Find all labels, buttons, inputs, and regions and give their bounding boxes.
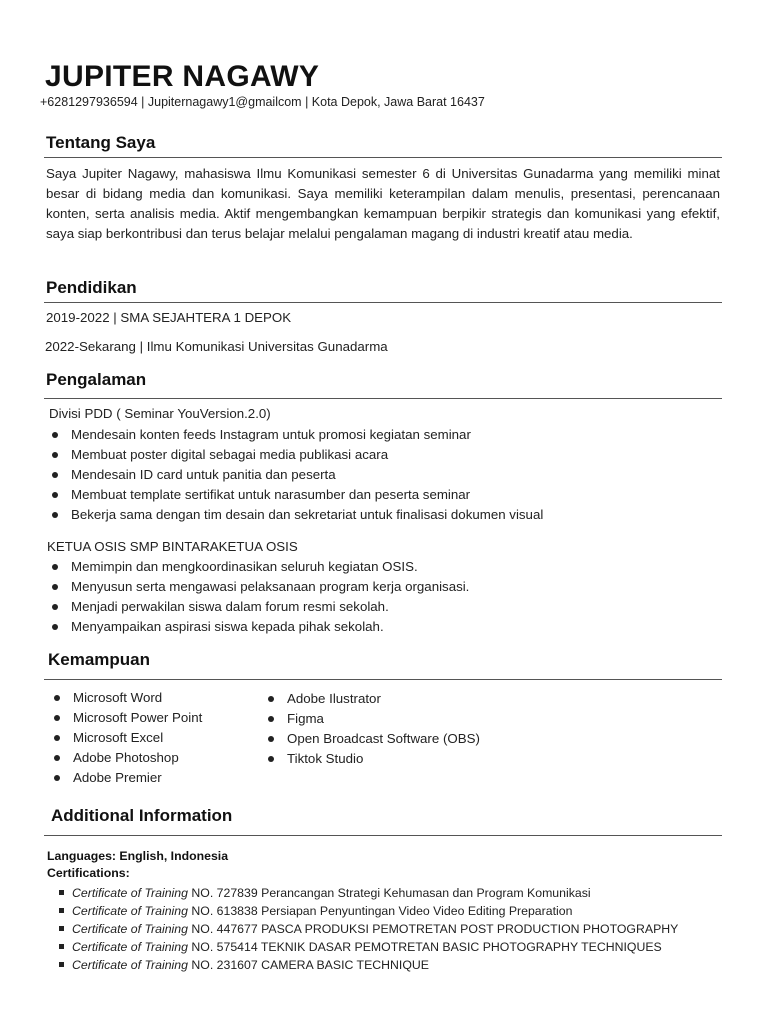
bullet-icon (52, 564, 58, 570)
list-item: Membuat poster digital sebagai media publikasi acara (48, 445, 543, 465)
about-title: Tentang Saya (46, 133, 156, 152)
education-item: 2022-Sekarang | Ilmu Komunikasi Universitas Gunadarma (45, 339, 388, 354)
list-item: Certificate of Training NO. 575414 TEKNIK DASAR PEMOTRETAN BASIC PHOTOGRAPHY TECHNIQUES (48, 938, 678, 956)
job-role: KETUA OSIS SMP BINTARAKETUA OSIS (47, 539, 298, 554)
bullet-icon (59, 926, 64, 931)
list-item: Figma (262, 709, 480, 729)
list-item: Microsoft Word (48, 688, 202, 708)
additional-title: Additional Information (51, 806, 233, 825)
certifications-label: Certifications: (47, 866, 130, 880)
bullet-icon (59, 908, 64, 913)
skills-title: Kemampuan (48, 650, 151, 669)
bullet-icon (52, 604, 58, 610)
job-bullet-list (48, 425, 543, 525)
list-item: Adobe Photoshop (48, 748, 202, 768)
bullet-icon (54, 735, 60, 741)
bullet-icon (52, 492, 58, 498)
list-item: Certificate of Training NO. 727839 Perancangan Strategi Kehumasan dan Program Komunikasi (48, 884, 678, 902)
education-item: 2019-2022 | SMA SEJAHTERA 1 DEPOK (46, 310, 292, 325)
languages-line: Languages: English, Indonesia (47, 849, 229, 863)
bullet-icon (52, 512, 58, 518)
certifications-list (48, 884, 678, 974)
skills-divider (44, 679, 722, 680)
skills-list-right (262, 689, 480, 769)
bullet-icon (52, 584, 58, 590)
list-item: Adobe Premier (48, 768, 202, 788)
bullet-icon (52, 472, 58, 478)
bullet-icon (52, 452, 58, 458)
experience-title: Pengalaman (46, 370, 147, 389)
bullet-icon (268, 756, 274, 762)
list-item: Certificate of Training NO. 613838 Persiapan Penyuntingan Video Video Editing Preparation (48, 902, 678, 920)
job-bullet-list (48, 557, 469, 637)
list-item: Certificate of Training NO. 447677 PASCA PRODUKSI PEMOTRETAN POST PRODUCTION PHOTOGRAPHY (48, 920, 678, 938)
bullet-icon (52, 624, 58, 630)
list-item: Bekerja sama dengan tim desain dan sekretariat untuk finalisasi dokumen visual (48, 505, 543, 525)
bullet-icon (59, 944, 64, 949)
about-divider (44, 157, 722, 158)
list-item: Menyusun serta mengawasi pelaksanaan program kerja organisasi. (48, 577, 469, 597)
bullet-icon (59, 962, 64, 967)
list-item: Menyampaikan aspirasi siswa kepada pihak sekolah. (48, 617, 469, 637)
list-item: Tiktok Studio (262, 749, 480, 769)
list-item: Microsoft Power Point (48, 708, 202, 728)
experience-divider (44, 398, 722, 399)
education-title: Pendidikan (46, 278, 137, 297)
list-item: Microsoft Excel (48, 728, 202, 748)
bullet-icon (54, 755, 60, 761)
list-item: Memimpin dan mengkoordinasikan seluruh kegiatan OSIS. (48, 557, 469, 577)
bullet-icon (54, 715, 60, 721)
bullet-icon (268, 736, 274, 742)
skills-list-left (48, 688, 202, 788)
list-item: Menjadi perwakilan siswa dalam forum resmi sekolah. (48, 597, 469, 617)
list-item: Open Broadcast Software (OBS) (262, 729, 480, 749)
job-role: Divisi PDD ( Seminar YouVersion.2.0) (49, 406, 271, 421)
list-item: Membuat template sertifikat untuk narasumber dan peserta seminar (48, 485, 543, 505)
list-item: Certificate of Training NO. 231607 CAMERA BASIC TECHNIQUE (48, 956, 678, 974)
bullet-icon (268, 696, 274, 702)
bullet-icon (59, 890, 64, 895)
about-text: Saya Jupiter Nagawy, mahasiswa Ilmu Komunikasi semester 6 di Universitas Gunadarma yang memiliki minat besar di bidang media dan komunikasi. Saya memiliki keterampilan dalam menulis, presentasi, perencanaan konten, serta analisis media. Aktif mengembangkan kemampuan berpikir strategis dan komunikasi yang efektif, saya siap berkontribusi dan terus belajar melalui pengalaman magang di industri kreatif atau media. (46, 166, 720, 241)
education-divider (44, 302, 722, 303)
list-item: Mendesain konten feeds Instagram untuk promosi kegiatan seminar (48, 425, 543, 445)
bullet-icon (54, 775, 60, 781)
resume-name: JUPITER NAGAWY (45, 60, 320, 93)
list-item: Mendesain ID card untuk panitia dan peserta (48, 465, 543, 485)
contact-info: +6281297936594 | Jupiternagawy1@gmailcom | Kota Depok, Jawa Barat 16437 (40, 95, 485, 109)
additional-divider (44, 835, 722, 836)
bullet-icon (268, 716, 274, 722)
bullet-icon (54, 695, 60, 701)
bullet-icon (52, 432, 58, 438)
list-item: Adobe Ilustrator (262, 689, 480, 709)
